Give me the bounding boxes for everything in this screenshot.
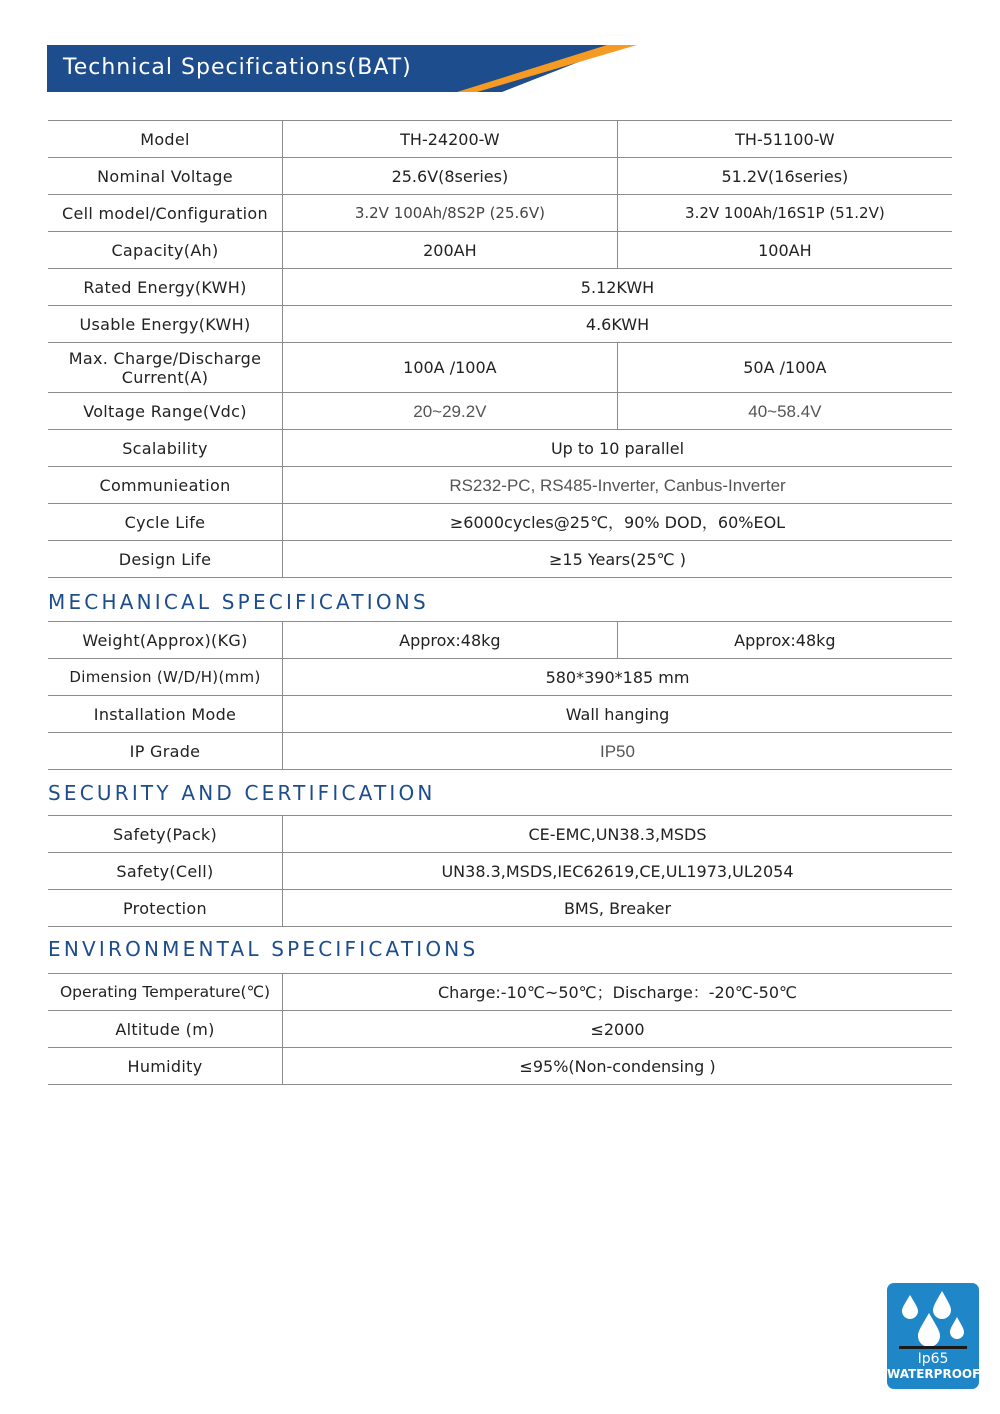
cell-value: ≤2000: [283, 1011, 953, 1048]
row-label: Scalability: [48, 430, 283, 467]
cell-value: 100AH: [617, 232, 952, 269]
row-label: Operating Temperature(℃): [48, 974, 283, 1011]
cell-value: TH-51100-W: [617, 121, 952, 158]
cell-value: Wall hanging: [283, 696, 953, 733]
cell-value: 40~58.4V: [617, 393, 952, 430]
row-label: Weight(Approx)(KG): [48, 622, 283, 659]
cell-value: 25.6V(8series): [283, 158, 618, 195]
table-row: [48, 393, 952, 430]
cell-value: 3.2V 100Ah/16S1P (51.2V): [617, 195, 952, 232]
row-label-line: Current(A): [121, 367, 209, 387]
cell-value: Approx:48kg: [283, 622, 618, 659]
mechanical-spec-table: [48, 621, 952, 770]
table-row: [48, 306, 952, 343]
cell-value: ≥6000cycles@25℃，90% DOD，60%EOL: [283, 504, 953, 541]
table-row: [48, 696, 952, 733]
row-label: Capacity(Ah): [48, 232, 283, 269]
row-label: [48, 343, 283, 393]
cell-value: IP50: [283, 733, 953, 770]
cell-value: Charge:-10℃~50℃；Discharge：-20℃-50℃: [283, 974, 953, 1011]
badge-ip-rating: Ip65: [917, 1351, 949, 1367]
table-row: [48, 1048, 952, 1085]
row-label: Communieation: [48, 467, 283, 504]
row-label: Protection: [48, 890, 283, 927]
row-label: Humidity: [48, 1048, 283, 1085]
table-row: [48, 121, 952, 158]
waterproof-badge: [887, 1283, 979, 1389]
cell-value: 4.6KWH: [283, 306, 953, 343]
cell-value: 51.2V(16series): [617, 158, 952, 195]
cell-value: 20~29.2V: [283, 393, 618, 430]
cell-value: 580*390*185 mm: [283, 659, 953, 696]
table-row: [48, 504, 952, 541]
table-row: [48, 467, 952, 504]
section-title-mechanical: MECHANICAL SPECIFICATIONS: [48, 590, 429, 614]
environmental-spec-table: [48, 973, 952, 1085]
security-spec-table: [48, 815, 952, 927]
cell-value: 50A /100A: [617, 343, 952, 393]
cell-value: UN38.3,MSDS,IEC62619,CE,UL1973,UL2054: [283, 853, 953, 890]
row-label: Installation Mode: [48, 696, 283, 733]
table-row: [48, 232, 952, 269]
table-row: [48, 158, 952, 195]
row-label: Rated Energy(KWH): [48, 269, 283, 306]
table-row: [48, 541, 952, 578]
cell-value: ≤95%(Non-condensing ): [283, 1048, 953, 1085]
table-row: [48, 430, 952, 467]
table-row: [48, 1011, 952, 1048]
page-title: Technical Specifications(BAT): [63, 55, 412, 80]
table-row: [48, 622, 952, 659]
table-row: [48, 659, 952, 696]
row-label: Cell model/Configuration: [48, 195, 283, 232]
table-row: [48, 195, 952, 232]
row-label: Dimension (W/D/H)(mm): [48, 659, 283, 696]
row-label-line: Max. Charge/Discharge: [68, 348, 262, 368]
row-label: Design Life: [48, 541, 283, 578]
table-row: [48, 974, 952, 1011]
cell-value: Up to 10 parallel: [283, 430, 953, 467]
row-label: Safety(Pack): [48, 816, 283, 853]
cell-value: ≥15 Years(25℃ ): [283, 541, 953, 578]
row-label: IP Grade: [48, 733, 283, 770]
cell-value: RS232-PC, RS485-Inverter, Canbus-Inverter: [283, 467, 953, 504]
table-row: [48, 853, 952, 890]
row-label: Nominal Voltage: [48, 158, 283, 195]
row-label: Voltage Range(Vdc): [48, 393, 283, 430]
cell-value: 3.2V 100Ah/8S2P (25.6V): [283, 195, 618, 232]
row-label: Cycle Life: [48, 504, 283, 541]
table-row: [48, 890, 952, 927]
cell-value: BMS, Breaker: [283, 890, 953, 927]
section-title-environmental: ENVIRONMENTAL SPECIFICATIONS: [48, 937, 479, 961]
row-label: Safety(Cell): [48, 853, 283, 890]
cell-value: CE-EMC,UN38.3,MSDS: [283, 816, 953, 853]
badge-waterproof-label: WATERPROOF: [887, 1367, 981, 1381]
table-row: [48, 816, 952, 853]
cell-value: TH-24200-W: [283, 121, 618, 158]
header-banner: [47, 45, 637, 92]
cell-value: 5.12KWH: [283, 269, 953, 306]
battery-spec-table: [48, 120, 952, 578]
row-label: Model: [48, 121, 283, 158]
cell-value: 100A /100A: [283, 343, 618, 393]
row-label: Altitude (m): [48, 1011, 283, 1048]
table-row: [48, 269, 952, 306]
row-label: Usable Energy(KWH): [48, 306, 283, 343]
table-row: [48, 343, 952, 393]
section-title-security: SECURITY AND CERTIFICATION: [48, 781, 436, 805]
cell-value: 200AH: [283, 232, 618, 269]
cell-value: Approx:48kg: [617, 622, 952, 659]
table-row: [48, 733, 952, 770]
